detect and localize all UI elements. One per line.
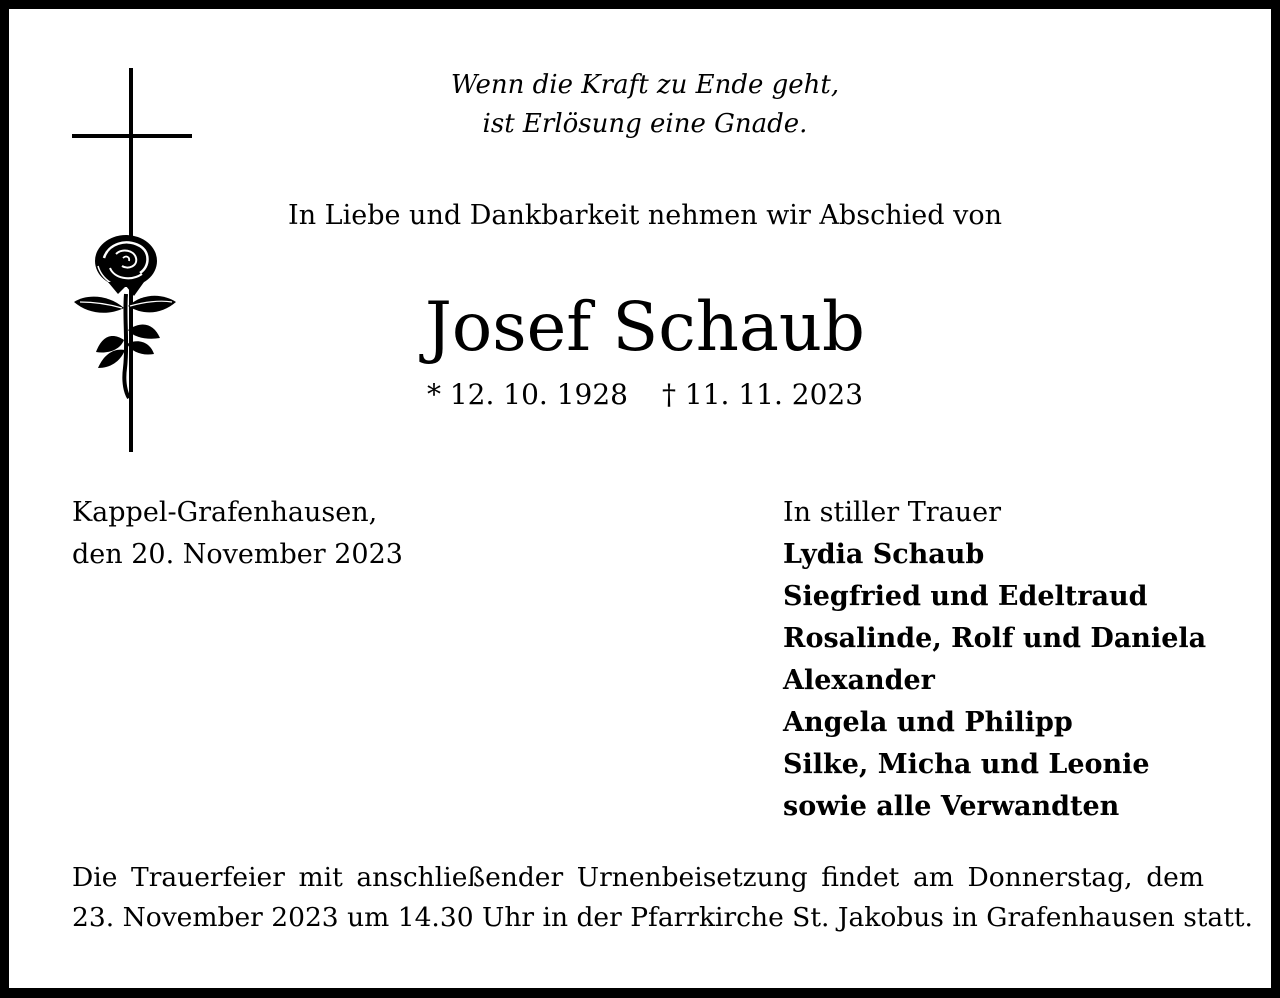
mourner-name: Lydia Schaub bbox=[783, 539, 985, 570]
mourner-name: Angela und Philipp bbox=[783, 707, 1073, 738]
place: Kappel-Grafenhausen, bbox=[72, 497, 378, 528]
motto-quote bbox=[300, 66, 990, 144]
ceremony-line-1: Die Trauerfeier mit anschließender Urnenbeisetzung findet am Donnerstag, dem bbox=[72, 862, 1204, 893]
mourners-heading: In stiller Trauer bbox=[783, 497, 1002, 528]
birth-date: * 12. 10. 1928 bbox=[426, 378, 628, 411]
death-date: † 11. 11. 2023 bbox=[662, 378, 864, 411]
mourner-name: sowie alle Verwandten bbox=[783, 791, 1120, 822]
mourner-name: Rosalinde, Rolf und Daniela bbox=[783, 623, 1207, 654]
deceased-name: Josef Schaub bbox=[425, 288, 865, 366]
place-and-date bbox=[72, 492, 403, 576]
life-dates bbox=[340, 374, 950, 416]
ceremony-announcement bbox=[72, 858, 1253, 938]
mourners-list bbox=[783, 492, 1206, 828]
mourner-name: Siegfried und Edeltraud bbox=[783, 581, 1148, 612]
motto-line-1: Wenn die Kraft zu Ende geht, bbox=[450, 70, 840, 100]
mourner-name: Alexander bbox=[783, 665, 935, 696]
notice-date: den 20. November 2023 bbox=[72, 539, 403, 570]
cross-with-rose-icon bbox=[68, 68, 198, 454]
motto-line-2: ist Erlösung eine Gnade. bbox=[482, 109, 808, 139]
farewell-intro: In Liebe und Dankbarkeit nehmen wir Abschied von bbox=[288, 200, 1002, 231]
ceremony-line-2: 23. November 2023 um 14.30 Uhr in der Pfarrkirche St. Jakobus in Grafenhausen statt. bbox=[72, 902, 1253, 933]
mourner-name: Silke, Micha und Leonie bbox=[783, 749, 1150, 780]
